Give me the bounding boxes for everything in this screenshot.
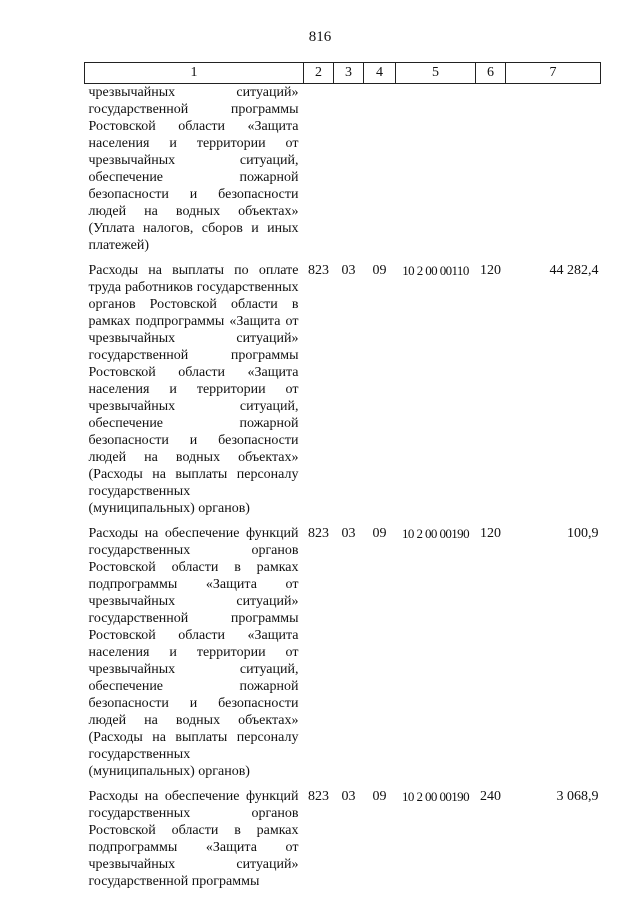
row-expense-type: 240 [480,789,501,804]
row-section-code: 03 [341,526,356,541]
row-section-code [334,84,364,255]
row-description: Расходы на выплаты по оплате труда работников государственных органов Ростовской области в рамках подпрограммы «Защита от чрезвычайных ситуаций» государственной программы Ростовской области «Защита населения и территории от чрезвычайных ситуаций, обеспечение пожарной безопасности и безопасности людей на водных объектах» (Расходы на выплаты персоналу государственных (муниципальных) органов) [88,263,299,516]
header-col-7: 7 [506,63,601,84]
header-col-5: 5 [396,63,476,84]
table-row [85,262,601,517]
header-col-3: 3 [334,63,364,84]
row-subsection-code: 09 [372,263,387,278]
header-col-2: 2 [304,63,334,84]
table-row [85,84,601,255]
row-subsection-code [364,84,396,255]
row-section-code: 03 [341,789,356,804]
row-amount [506,84,601,255]
row-ministry-code [304,84,334,255]
row-expense-type: 120 [480,526,501,541]
row-ministry-code: 823 [308,263,329,278]
row-amount: 44 282,4 [549,263,599,278]
row-subsection-code: 09 [372,789,387,804]
header-col-6: 6 [476,63,506,84]
row-section-code: 03 [341,263,356,278]
row-expense-type [476,84,506,255]
row-amount: 100,9 [567,526,599,541]
row-target-article: 10 2 00 00110 [402,263,469,278]
header-col-4: 4 [364,63,396,84]
row-target-article: 10 2 00 00190 [402,789,469,804]
header-col-1: 1 [85,63,304,84]
row-amount: 3 068,9 [556,789,599,804]
row-expense-type: 120 [480,263,501,278]
row-ministry-code: 823 [308,526,329,541]
page-number: 816 [308,29,332,45]
row-target-article [396,84,476,255]
table-row [85,525,601,780]
row-description: чрезвычайных ситуаций» государственной программы Ростовской области «Защита населения и территории от чрезвычайных ситуаций, обеспечение пожарной безопасности и безопасности людей на водных объектах» (Уплата налогов, сборов и иных платежей) [88,85,299,253]
budget-table [84,62,601,890]
row-subsection-code: 09 [372,526,387,541]
table-row [85,788,601,890]
row-ministry-code: 823 [308,789,329,804]
row-target-article: 10 2 00 00190 [402,526,469,541]
table-header [85,63,601,84]
row-description: Расходы на обеспечение функций государственных органов Ростовской области в рамках подпрограммы «Защита от чрезвычайных ситуаций» государственной программы [88,789,299,889]
row-description: Расходы на обеспечение функций государственных органов Ростовской области в рамках подпрограммы «Защита от чрезвычайных ситуаций» государственной программы Ростовской области «Защита населения и территории от чрезвычайных ситуаций, обеспечение пожарной безопасности и безопасности людей на водных объектах» (Расходы на выплаты персоналу государственных (муниципальных) органов) [88,526,299,779]
